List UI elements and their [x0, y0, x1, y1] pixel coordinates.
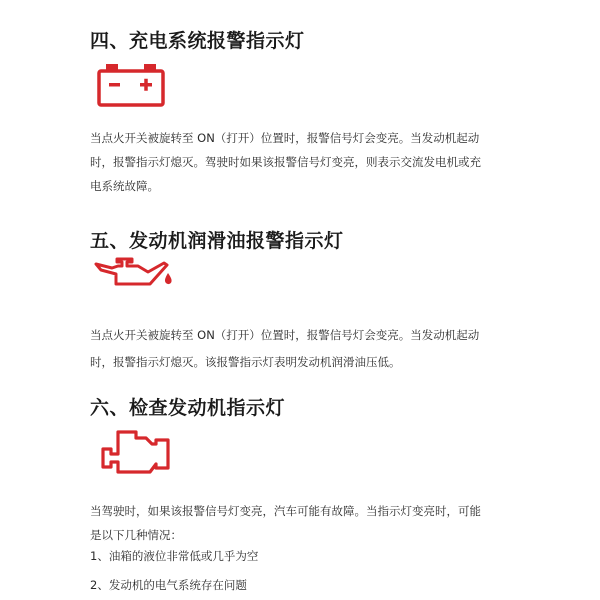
section-6-heading: 六、检查发动机指示灯	[90, 397, 286, 419]
section-4-paragraph	[90, 126, 510, 198]
paragraph-line: 时，报警指示灯熄灭。驾驶时如果该报警信号灯变亮，则表示交流发电机或充	[90, 155, 481, 169]
battery-warning-icon	[96, 62, 166, 108]
paragraph-line: 当点火开关被旋转至 ON（打开）位置时，报警信号灯会变亮。当发动机起动	[90, 131, 480, 145]
oil-can-icon	[92, 252, 178, 292]
check-engine-icon	[96, 428, 182, 478]
list-item: 1、油箱的液位非常低或几乎为空	[90, 549, 259, 563]
list-item: 2、发动机的电气系统存在问题	[90, 578, 247, 592]
paragraph-line: 当点火开关被旋转至 ON（打开）位置时，报警信号灯会变亮。当发动机起动	[90, 328, 480, 342]
section-5-heading: 五、发动机润滑油报警指示灯	[90, 230, 344, 252]
paragraph-line: 当驾驶时，如果该报警信号灯变亮，汽车可能有故障。当指示灯变亮时，可能	[90, 504, 481, 518]
section-6-paragraph	[90, 499, 510, 547]
paragraph-line: 时，报警指示灯熄灭。该报警指示灯表明发动机润滑油压低。	[90, 355, 401, 369]
section-4-heading: 四、充电系统报警指示灯	[90, 30, 305, 52]
paragraph-line: 电系统故障。	[90, 179, 159, 193]
section-5-paragraph	[90, 322, 510, 376]
paragraph-line: 是以下几种情况：	[90, 528, 182, 542]
